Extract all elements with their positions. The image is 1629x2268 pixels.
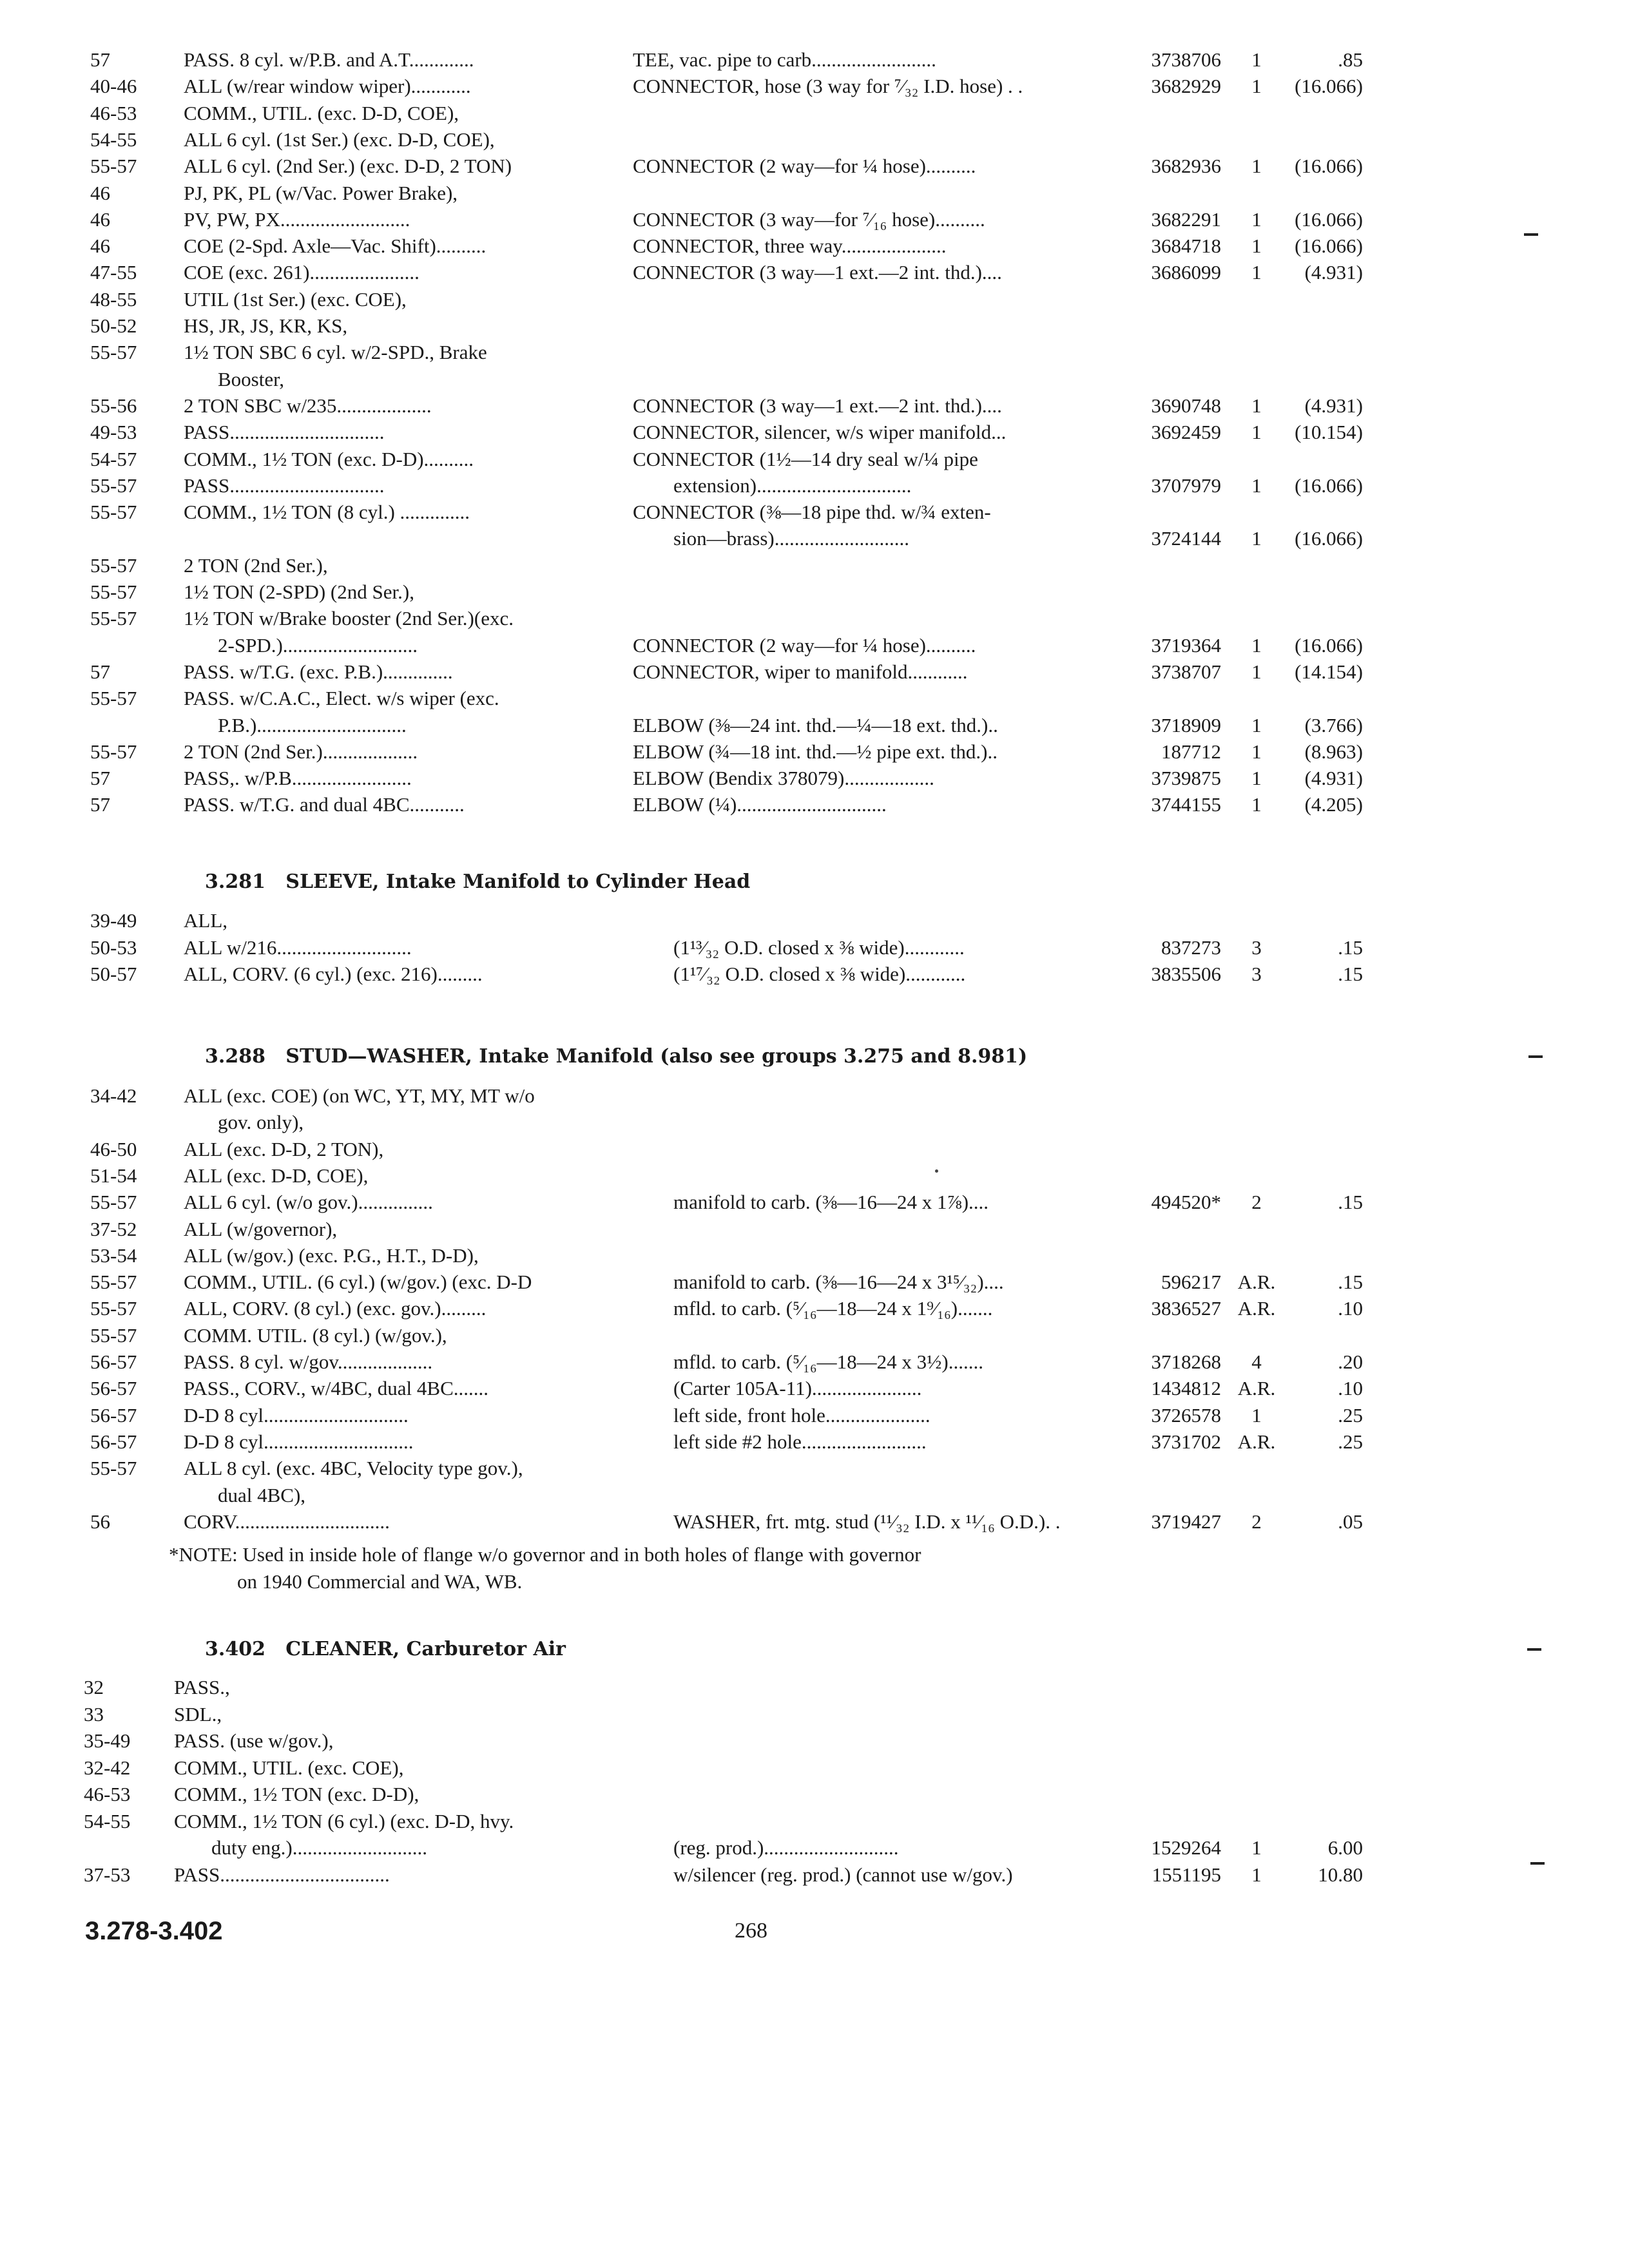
price: .15: [1338, 1271, 1363, 1294]
year-range: 56-57: [90, 1430, 137, 1453]
section-title: SLEEVE, Intake Manifold to Cylinder Head: [285, 870, 751, 893]
quantity: A.R.: [1237, 1297, 1276, 1320]
description: CONNECTOR, wiper to manifold............: [633, 660, 968, 683]
table-row: [0, 765, 1629, 792]
application: PASS. 8 cyl. w/P.B. and A.T.............: [184, 48, 474, 71]
table-row: [0, 312, 1629, 340]
description: CONNECTOR, hose (3 way for ⁷⁄₃₂ I.D. hose) . .: [633, 75, 1023, 98]
table-row: [0, 1834, 1629, 1861]
year-range: 46: [90, 181, 110, 204]
price: (16.066): [1295, 527, 1363, 550]
table-row: [0, 286, 1629, 313]
table-row: [0, 233, 1629, 260]
table-row: [0, 1402, 1629, 1429]
year-range: 54-55: [90, 128, 137, 151]
table-row: [0, 366, 1629, 393]
table-row: [0, 1701, 1629, 1728]
section-heading-3-288: [205, 1044, 1027, 1070]
description: manifold to carb. (⅜—16—24 x 1⅞)....: [673, 1191, 989, 1214]
part-number: 3739875: [1151, 767, 1221, 790]
description: ELBOW (⅜—24 int. thd.—¼—18 ext. thd.)..: [633, 713, 998, 736]
description: CONNECTOR (3 way—for ⁷⁄₁₆ hose)..........: [633, 207, 985, 231]
part-number: 3731702: [1151, 1430, 1221, 1453]
price: .05: [1338, 1510, 1363, 1533]
section-heading-3-281: [205, 869, 750, 895]
application: PASS. w/T.G. and dual 4BC...........: [184, 793, 465, 816]
price: (3.766): [1304, 713, 1363, 736]
table-row: [0, 1727, 1629, 1754]
table-row: [0, 1455, 1629, 1482]
description: (Carter 105A-11)......................: [673, 1377, 922, 1400]
application: Booster,: [218, 367, 284, 390]
year-range: 55-57: [90, 1271, 137, 1294]
application: ALL (w/governor),: [184, 1217, 338, 1240]
year-range: 57: [90, 660, 110, 683]
price: .25: [1338, 1403, 1363, 1427]
year-range: 48-55: [90, 287, 137, 311]
table-row: [0, 1242, 1629, 1269]
price: (16.066): [1295, 633, 1363, 657]
year-range: 55-57: [90, 501, 137, 524]
price: (16.066): [1295, 155, 1363, 178]
quantity: 4: [1251, 1350, 1262, 1373]
description: left side, front hole.....................: [673, 1403, 930, 1427]
table-row: [0, 259, 1629, 286]
quantity: A.R.: [1237, 1271, 1276, 1294]
application: COMM., 1½ TON (8 cyl.) ..............: [184, 501, 470, 524]
year-range: 37-52: [90, 1217, 137, 1240]
year-range: 46: [90, 235, 110, 258]
part-number: 3707979: [1151, 474, 1221, 497]
table-row: [0, 605, 1629, 632]
table-row: [0, 206, 1629, 233]
description: WASHER, frt. mtg. stud (¹¹⁄₃₂ I.D. x ¹¹⁄₁₆ O.D.). .: [673, 1510, 1061, 1533]
quantity: 1: [1251, 474, 1262, 497]
price: (16.066): [1295, 235, 1363, 258]
description: sion—brass)...........................: [673, 527, 909, 550]
application: ALL 6 cyl. (2nd Ser.) (exc. D-D, 2 TON): [184, 155, 512, 178]
footnote-line-1: *NOTE: Used in inside hole of flange w/o governor and in both holes of flange with governor: [169, 1543, 921, 1566]
table-row: [0, 632, 1629, 659]
year-range: 56-57: [90, 1377, 137, 1400]
margin-mark: [1528, 1055, 1543, 1058]
price: .20: [1338, 1350, 1363, 1373]
year-range: 46: [90, 207, 110, 231]
application: UTIL (1st Ser.) (exc. COE),: [184, 287, 407, 311]
table-row: [0, 1781, 1629, 1808]
description: mfld. to carb. (⁵⁄₁₆—18—24 x 1⁹⁄₁₆).......: [673, 1297, 993, 1320]
quantity: 1: [1251, 793, 1262, 816]
description: CONNECTOR (2 way—for ¼ hose)..........: [633, 155, 976, 178]
year-range: 55-56: [90, 394, 137, 417]
part-number: 3719427: [1151, 1510, 1221, 1533]
table-row: [0, 472, 1629, 499]
table-row: [0, 1082, 1629, 1110]
table-row: [0, 1754, 1629, 1782]
table-row: [0, 1109, 1629, 1136]
application: D-D 8 cyl.............................: [184, 1403, 409, 1427]
price: (16.066): [1295, 474, 1363, 497]
price: .15: [1338, 936, 1363, 959]
application: ALL 6 cyl. (1st Ser.) (exc. D-D, COE),: [184, 128, 495, 151]
quantity: 1: [1251, 48, 1262, 71]
table-row: [0, 392, 1629, 419]
table-row: [0, 180, 1629, 207]
year-range: 55-57: [90, 687, 137, 710]
description: w/silencer (reg. prod.) (cannot use w/gov.): [673, 1863, 1013, 1886]
part-number: 3682929: [1151, 75, 1221, 98]
application: 1½ TON (2-SPD) (2nd Ser.),: [184, 581, 414, 603]
application: D-D 8 cyl..............................: [184, 1430, 414, 1453]
price: 6.00: [1327, 1836, 1363, 1859]
quantity: 1: [1251, 394, 1262, 417]
part-number: 187712: [1161, 740, 1221, 763]
application: ALL (exc. D-D, 2 TON),: [184, 1137, 384, 1160]
part-number: 3718909: [1151, 713, 1221, 736]
application: PASS. w/T.G. (exc. P.B.)..............: [184, 660, 453, 683]
year-range: 55-57: [90, 474, 137, 497]
description: (reg. prod.)...........................: [673, 1836, 899, 1859]
year-range: 55-57: [90, 1457, 137, 1480]
table-row: [0, 1162, 1629, 1189]
application: PASS.,: [174, 1676, 230, 1698]
application: COMM. UTIL. (8 cyl.) (w/gov.),: [184, 1323, 447, 1347]
table-row: [0, 1295, 1629, 1322]
application: COE (2-Spd. Axle—Vac. Shift)..........: [184, 235, 487, 258]
year-range: 47-55: [90, 261, 137, 284]
year-range: 40-46: [90, 75, 137, 98]
year-range: 55-57: [90, 1191, 137, 1214]
table-row: [0, 579, 1629, 606]
year-range: 54-55: [84, 1809, 131, 1832]
quantity: 1: [1251, 527, 1262, 550]
table-row: [0, 791, 1629, 818]
year-range: 53-54: [90, 1244, 137, 1267]
application: ALL 8 cyl. (exc. 4BC, Velocity type gov.),: [184, 1457, 523, 1480]
quantity: 1: [1251, 207, 1262, 231]
part-number: 3738706: [1151, 48, 1221, 71]
description: CONNECTOR (1½—14 dry seal w/¼ pipe: [633, 447, 978, 470]
table-row: [0, 100, 1629, 127]
table-row: [0, 1189, 1629, 1216]
application: COMM., UTIL. (6 cyl.) (w/gov.) (exc. D-D: [184, 1271, 532, 1294]
year-range: 49-53: [90, 421, 137, 444]
description: ELBOW (¾—18 int. thd.—½ pipe ext. thd.)..: [633, 740, 998, 763]
year-range: 55-57: [90, 607, 137, 630]
description: extension)...............................: [673, 474, 912, 497]
part-number: 3724144: [1151, 527, 1221, 550]
quantity: 2: [1251, 1510, 1262, 1533]
application: COMM., 1½ TON (6 cyl.) (exc. D-D, hvy.: [174, 1809, 514, 1832]
quantity: A.R.: [1237, 1430, 1276, 1453]
part-number: 3684718: [1151, 235, 1221, 258]
application: COE (exc. 261)......................: [184, 261, 419, 284]
description: ELBOW (¼)..............................: [633, 793, 887, 816]
quantity: 1: [1251, 1836, 1262, 1859]
price: (4.931): [1304, 261, 1363, 284]
part-number: 3744155: [1151, 793, 1221, 816]
table-row: [0, 1861, 1629, 1888]
quantity: 1: [1251, 1863, 1262, 1886]
table-row: [0, 339, 1629, 366]
application: PV, PW, PX..........................: [184, 207, 410, 231]
application: SDL.,: [174, 1702, 222, 1725]
price: (14.154): [1295, 660, 1363, 683]
year-range: 57: [90, 48, 110, 71]
table-row: [0, 738, 1629, 765]
application: 2 TON (2nd Ser.)...................: [184, 740, 418, 763]
application: ALL (exc. COE) (on WC, YT, MY, MT w/o: [184, 1084, 535, 1107]
description: ELBOW (Bendix 378079)..................: [633, 767, 934, 790]
application: ALL,: [184, 909, 228, 932]
price: .15: [1338, 963, 1363, 985]
footnote-line-2: on 1940 Commercial and WA, WB.: [237, 1570, 523, 1593]
application: COMM., UTIL. (exc. COE),: [174, 1756, 404, 1779]
year-range: 56: [90, 1510, 110, 1533]
description: CONNECTOR, silencer, w/s wiper manifold...: [633, 421, 1007, 444]
table-row: [0, 525, 1629, 552]
table-row: [0, 499, 1629, 526]
table-row: [0, 153, 1629, 180]
table-row: [0, 712, 1629, 739]
year-range: 46-53: [84, 1783, 131, 1805]
application: PASS. w/C.A.C., Elect. w/s wiper (exc.: [184, 687, 499, 710]
year-range: 57: [90, 793, 110, 816]
table-row: [0, 1428, 1629, 1456]
table-row: [0, 419, 1629, 446]
application: duty eng.)...........................: [211, 1836, 427, 1859]
table-row: [0, 1136, 1629, 1163]
application: P.B.)..............................: [218, 713, 407, 736]
year-range: 51-54: [90, 1164, 137, 1187]
application: COMM., 1½ TON (exc. D-D)..........: [184, 447, 474, 470]
description: CONNECTOR (3 way—1 ext.—2 int. thd.)....: [633, 261, 1002, 284]
part-number: 1529264: [1151, 1836, 1221, 1859]
table-row: [0, 446, 1629, 473]
table-row: [0, 46, 1629, 73]
year-range: 55-57: [90, 1297, 137, 1320]
table-row: [0, 1349, 1629, 1376]
description: CONNECTOR (3 way—1 ext.—2 int. thd.)....: [633, 394, 1002, 417]
footer-section-range: 3.278-3.402: [85, 1917, 223, 1945]
part-number: 3726578: [1151, 1403, 1221, 1427]
description: (1¹³⁄₃₂ O.D. closed x ⅜ wide)............: [673, 936, 965, 959]
part-number: 1434812: [1151, 1377, 1221, 1400]
description: mfld. to carb. (⁵⁄₁₆—18—24 x 3½).......: [673, 1350, 983, 1373]
table-row: [0, 1375, 1629, 1402]
table-row: [0, 1322, 1629, 1349]
part-number: 837273: [1161, 936, 1221, 959]
part-number: 3682936: [1151, 155, 1221, 178]
application: PASS...............................: [184, 421, 385, 444]
part-number: 494520*: [1151, 1191, 1221, 1214]
quantity: 1: [1251, 1403, 1262, 1427]
price: .10: [1338, 1297, 1363, 1320]
table-row: [0, 907, 1629, 934]
year-range: 54-57: [90, 447, 137, 470]
table-row: [0, 552, 1629, 579]
description: CONNECTOR, three way.....................: [633, 235, 947, 258]
year-range: 57: [90, 767, 110, 790]
application: 2 TON (2nd Ser.),: [184, 553, 328, 577]
year-range: 32: [84, 1676, 104, 1698]
part-number: 1551195: [1152, 1863, 1221, 1886]
application: HS, JR, JS, KR, KS,: [184, 314, 348, 337]
quantity: 1: [1251, 633, 1262, 657]
table-row: [0, 73, 1629, 100]
part-number: 3682291: [1151, 207, 1221, 231]
application: COMM., 1½ TON (exc. D-D),: [174, 1783, 419, 1805]
application: PASS., CORV., w/4BC, dual 4BC.......: [184, 1377, 488, 1400]
description: CONNECTOR (⅜—18 pipe thd. w/¾ exten-: [633, 501, 991, 524]
price: (4.205): [1304, 793, 1363, 816]
year-range: 32-42: [84, 1756, 131, 1779]
table-row: [0, 685, 1629, 712]
application: PASS...............................: [184, 474, 385, 497]
margin-mark: [1530, 1862, 1545, 1865]
application: ALL, CORV. (6 cyl.) (exc. 216).........: [184, 963, 483, 985]
application: gov. only),: [218, 1111, 304, 1134]
application: ALL (exc. D-D, COE),: [184, 1164, 369, 1187]
margin-mark: [1527, 1648, 1541, 1651]
section-number: 3.281: [205, 870, 265, 893]
price: .10: [1338, 1377, 1363, 1400]
description: CONNECTOR (2 way—for ¼ hose)..........: [633, 633, 976, 657]
part-number: 3738707: [1151, 660, 1221, 683]
quantity: 1: [1251, 740, 1262, 763]
application: dual 4BC),: [218, 1483, 306, 1506]
table-row: [0, 126, 1629, 153]
year-range: 55-57: [90, 581, 137, 603]
price: .25: [1338, 1430, 1363, 1453]
application: 1½ TON w/Brake booster (2nd Ser.)(exc.: [184, 607, 514, 630]
year-range: 55-57: [90, 341, 137, 364]
description: (1¹⁷⁄₃₂ O.D. closed x ⅜ wide)............: [673, 963, 966, 985]
part-number: 3686099: [1151, 261, 1221, 284]
quantity: 3: [1251, 936, 1262, 959]
part-number: 3835506: [1151, 963, 1221, 985]
year-range: 37-53: [84, 1863, 131, 1886]
application: ALL (w/rear window wiper)............: [184, 75, 471, 98]
description: TEE, vac. pipe to carb.........................: [633, 48, 936, 71]
price: (8.963): [1304, 740, 1363, 763]
quantity: 1: [1251, 767, 1262, 790]
price: .15: [1338, 1191, 1363, 1214]
year-range: 39-49: [90, 909, 137, 932]
application: 1½ TON SBC 6 cyl. w/2-SPD., Brake: [184, 341, 487, 364]
part-number: 3692459: [1151, 421, 1221, 444]
price: (4.931): [1304, 394, 1363, 417]
table-row: [0, 961, 1629, 988]
section-number: 3.288: [205, 1045, 265, 1068]
price: (10.154): [1295, 421, 1363, 444]
section-heading-3-402: [205, 1637, 566, 1662]
year-range: 46-50: [90, 1137, 137, 1160]
quantity: 1: [1251, 155, 1262, 178]
quantity: 1: [1251, 235, 1262, 258]
table-row: [0, 1674, 1629, 1701]
price: (4.931): [1304, 767, 1363, 790]
quantity: 1: [1251, 261, 1262, 284]
year-range: 56-57: [90, 1350, 137, 1373]
year-range: 55-57: [90, 740, 137, 763]
application: 2-SPD.)...........................: [218, 633, 418, 657]
application: PJ, PK, PL (w/Vac. Power Brake),: [184, 181, 458, 204]
year-range: 50-53: [90, 936, 137, 959]
year-range: 50-57: [90, 963, 137, 985]
year-range: 34-42: [90, 1084, 137, 1107]
part-number: 3718268: [1151, 1350, 1221, 1373]
year-range: 33: [84, 1702, 104, 1725]
section-title: CLEANER, Carburetor Air: [285, 1638, 566, 1660]
price: 10.80: [1318, 1863, 1363, 1886]
quantity: A.R.: [1237, 1377, 1276, 1400]
quantity: 1: [1251, 75, 1262, 98]
speck-mark: [935, 1169, 938, 1173]
part-number: 3690748: [1151, 394, 1221, 417]
application: ALL, CORV. (8 cyl.) (exc. gov.).........: [184, 1297, 487, 1320]
year-range: 56-57: [90, 1403, 137, 1427]
quantity: 3: [1251, 963, 1262, 985]
table-row: [0, 1508, 1629, 1535]
application: CORV...............................: [184, 1510, 390, 1533]
application: ALL w/216...........................: [184, 936, 412, 959]
table-row: [0, 1269, 1629, 1296]
application: ALL 6 cyl. (w/o gov.)...............: [184, 1191, 433, 1214]
price: (16.066): [1295, 75, 1363, 98]
table-row: [0, 658, 1629, 686]
part-number: 596217: [1161, 1271, 1221, 1294]
table-row: [0, 1216, 1629, 1243]
quantity: 1: [1251, 713, 1262, 736]
application: PASS. 8 cyl. w/gov...................: [184, 1350, 433, 1373]
year-range: 55-57: [90, 155, 137, 178]
year-range: 55-57: [90, 1323, 137, 1347]
application: PASS. (use w/gov.),: [174, 1729, 334, 1752]
application: PASS..................................: [174, 1863, 390, 1886]
year-range: 50-52: [90, 314, 137, 337]
part-number: 3719364: [1151, 633, 1221, 657]
description: manifold to carb. (⅜—16—24 x 3¹⁵⁄₃₂)....: [673, 1271, 1004, 1294]
quantity: 1: [1251, 660, 1262, 683]
section-number: 3.402: [205, 1638, 265, 1660]
section-title: STUD—WASHER, Intake Manifold (also see groups 3.275 and 8.981): [285, 1045, 1028, 1068]
price: (16.066): [1295, 207, 1363, 231]
application: 2 TON SBC w/235...................: [184, 394, 432, 417]
price: .85: [1338, 48, 1363, 71]
year-range: 55-57: [90, 553, 137, 577]
year-range: 35-49: [84, 1729, 131, 1752]
table-row: [0, 1482, 1629, 1509]
margin-mark: [1524, 233, 1538, 236]
table-row: [0, 1808, 1629, 1835]
page-number: 268: [735, 1919, 767, 1943]
application: COMM., UTIL. (exc. D-D, COE),: [184, 101, 459, 124]
application: ALL (w/gov.) (exc. P.G., H.T., D-D),: [184, 1244, 479, 1267]
table-row: [0, 934, 1629, 961]
year-range: 46-53: [90, 101, 137, 124]
quantity: 2: [1251, 1191, 1262, 1214]
description: left side #2 hole.........................: [673, 1430, 927, 1453]
part-number: 3836527: [1151, 1297, 1221, 1320]
application: PASS,. w/P.B........................: [184, 767, 412, 790]
quantity: 1: [1251, 421, 1262, 444]
